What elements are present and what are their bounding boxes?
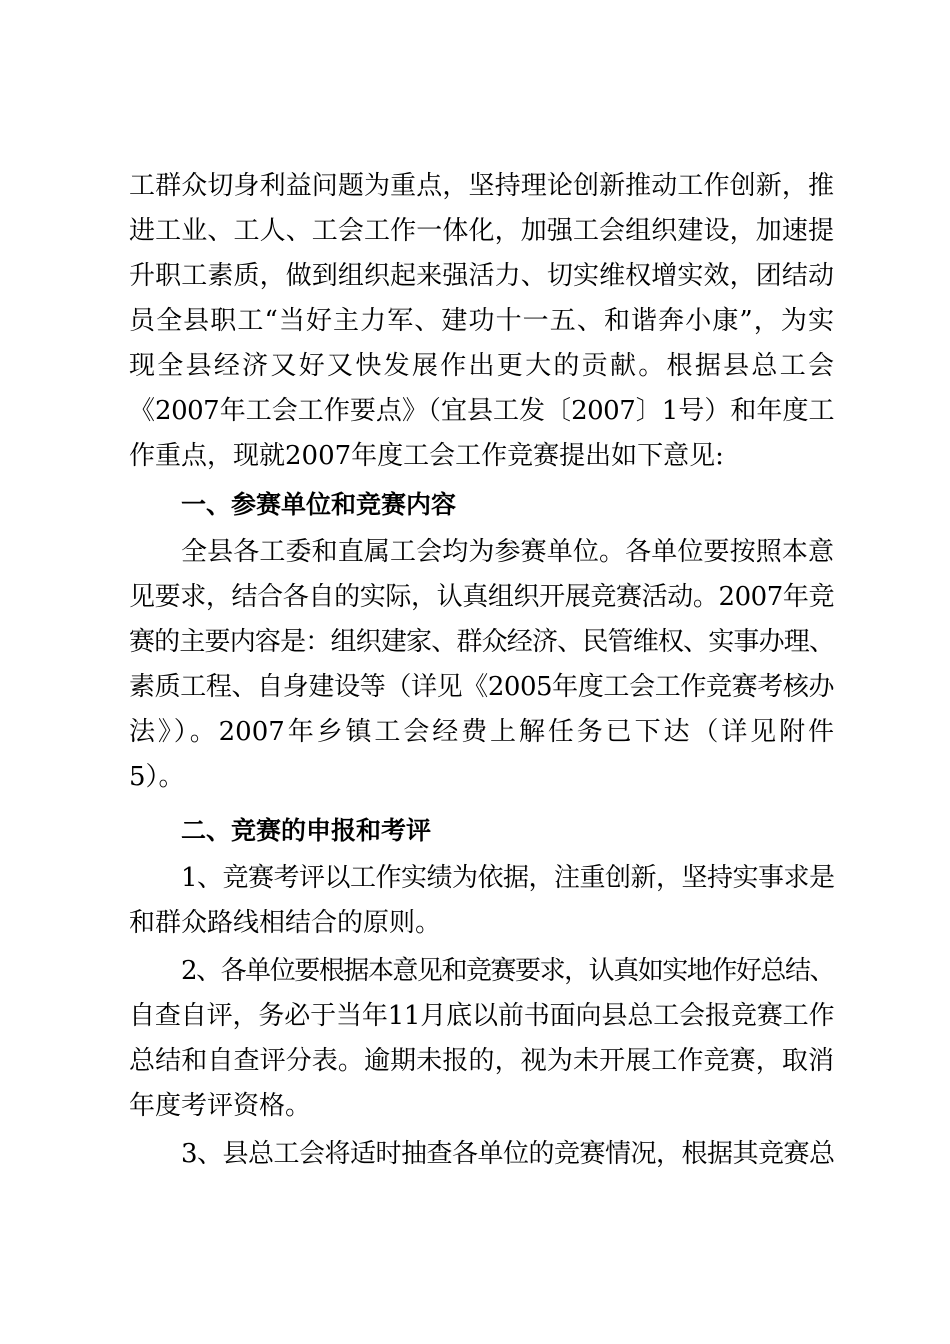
text-line: 素质工程、自身建设等（详见《2005年度工会工作竞赛考核办 (129, 672, 834, 702)
text-line: 年度考评资格。 (129, 1091, 312, 1121)
paragraph-item-3 (129, 1132, 834, 1177)
text-line: 工群众切身利益问题为重点，坚持理论创新推动工作创新，推 (129, 171, 834, 201)
text-line: 自查自评，务必于当年11月底以前书面向县总工会报竞赛工作 (129, 1001, 834, 1031)
paragraph-item-2 (129, 949, 834, 1129)
text-line: 《2007年工会工作要点》（宜县工发〔2007〕1号）和年度工 (129, 396, 834, 426)
paragraph-participants (129, 530, 834, 800)
text-line: 现全县经济又好又快发展作出更大的贡献。根据县总工会 (129, 351, 834, 381)
text-line: 法》）。2007年乡镇工会经费上解任务已下达（详见附件 (129, 717, 834, 747)
text-line: 见要求，结合各自的实际，认真组织开展竞赛活动。2007年竞 (129, 582, 834, 612)
text-line: 1、竞赛考评以工作实绩为依据，注重创新，坚持实事求是 (181, 863, 835, 893)
text-line: 5）。 (129, 762, 185, 792)
text-line: 升职工素质，做到组织起来强活力、切实维权增实效，团结动 (129, 261, 834, 291)
text-line: 全县各工委和直属工会均为参赛单位。各单位要按照本意 (181, 537, 834, 567)
text-line: 作重点，现就2007年度工会工作竞赛提出如下意见: (129, 441, 724, 471)
text-line: 进工业、工人、工会工作一体化，加强工会组织建设，加速提 (129, 216, 834, 246)
section-heading-1: 一、参赛单位和竞赛内容 (181, 490, 457, 519)
text-line: 员全县职工“当好主力军、建功十一五、和谐奔小康”，为实 (129, 306, 834, 336)
text-line: 2、各单位要根据本意见和竞赛要求，认真如实地作好总结、 (181, 956, 834, 986)
section-heading-2: 二、竞赛的申报和考评 (181, 816, 432, 845)
text-line: 赛的主要内容是：组织建家、群众经济、民管维权、实事办理、 (129, 627, 834, 657)
paragraph-item-1 (129, 856, 834, 946)
text-line: 总结和自查评分表。逾期未报的，视为未开展工作竞赛，取消 (129, 1046, 834, 1076)
document-body (129, 164, 834, 1177)
text-line: 和群众路线相结合的原则。 (129, 908, 442, 938)
text-line: 3、县总工会将适时抽查各单位的竞赛情况，根据其竞赛总 (181, 1139, 835, 1169)
paragraph-intro (129, 164, 834, 479)
